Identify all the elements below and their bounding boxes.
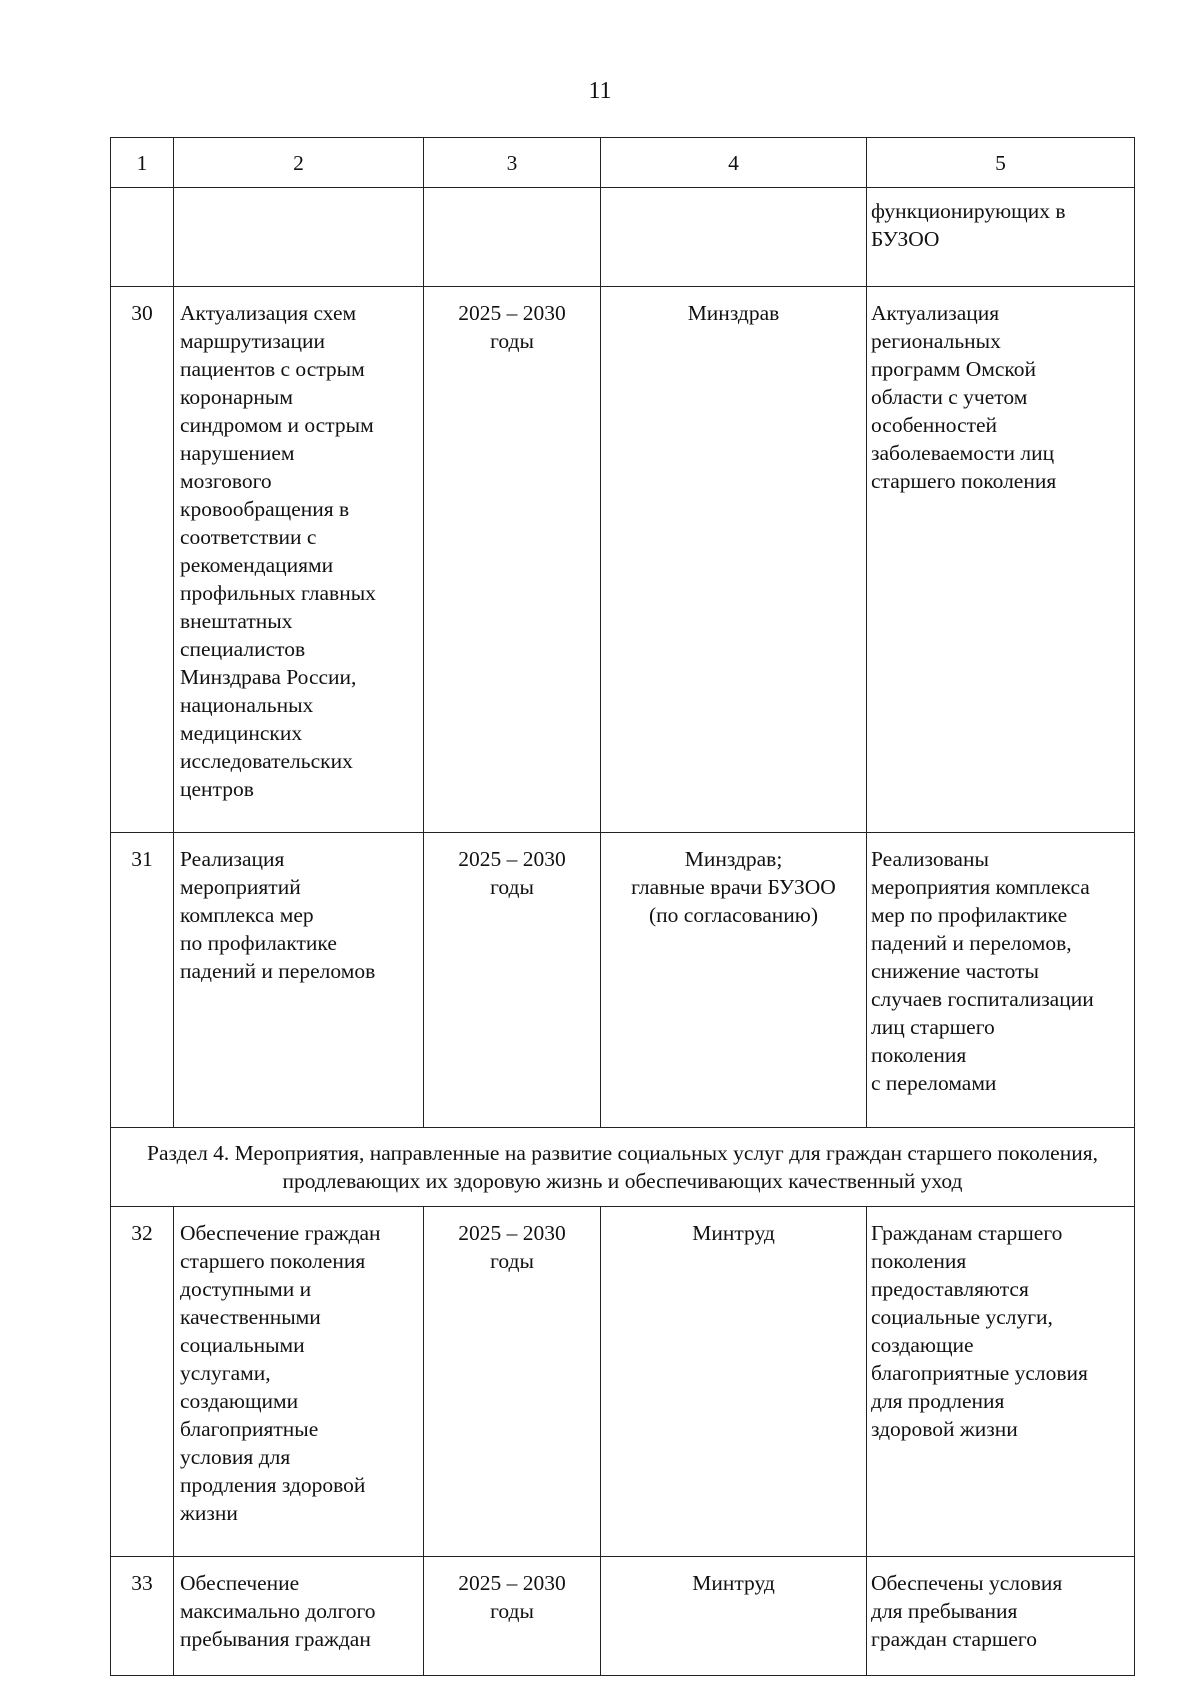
header-row <box>111 138 1135 188</box>
responsible-cell: Минтруд <box>601 1207 867 1557</box>
column-header: 1 <box>111 138 174 188</box>
section-heading: Раздел 4. Мероприятия, направленные на развитие социальных услуг для граждан старшего поколения, продлевающих их здоровую жизнь и обеспечивающих качественный уход <box>111 1128 1135 1207</box>
result-cell: функционирующих в БУЗОО <box>867 188 1135 287</box>
section-row <box>111 1128 1135 1207</box>
table-row <box>111 833 1135 1128</box>
activity-cell <box>174 188 424 287</box>
activity-cell: Актуализация схем маршрутизации пациентов с острым коронарным синдромом и острым нарушением мозгового кровообращения в соответствии с рекомендациями профильных главных внештатных специалистов Минздрава России, национальных медицинских исследовательских центров <box>174 287 424 833</box>
responsible-cell: Минздрав <box>601 287 867 833</box>
result-cell: Гражданам старшего поколения предоставляются социальные услуги, создающие благоприятные условия для продления здоровой жизни <box>867 1207 1135 1557</box>
column-header: 4 <box>601 138 867 188</box>
table-row <box>111 287 1135 833</box>
column-header: 3 <box>424 138 601 188</box>
result-cell: Актуализация региональных программ Омской области с учетом особенностей заболеваемости лиц старшего поколения <box>867 287 1135 833</box>
page-number: 11 <box>588 78 612 104</box>
result-cell: Обеспечены условия для пребывания граждан старшего <box>867 1557 1135 1676</box>
table-row-continuation <box>111 188 1135 287</box>
responsible-cell: Минтруд <box>601 1557 867 1676</box>
result-cell: Реализованы мероприятия комплекса мер по профилактике падений и переломов, снижение частоты случаев госпитализации лиц старшего поколения с переломами <box>867 833 1135 1128</box>
row-number: 30 <box>111 287 174 833</box>
period-cell: 2025 – 2030 годы <box>424 1557 601 1676</box>
column-header: 5 <box>867 138 1135 188</box>
table-row <box>111 1207 1135 1557</box>
table-row <box>111 1557 1135 1676</box>
period-cell <box>424 188 601 287</box>
row-number <box>111 188 174 287</box>
row-number: 31 <box>111 833 174 1128</box>
period-cell: 2025 – 2030 годы <box>424 287 601 833</box>
activity-cell: Обеспечение максимально долгого пребывания граждан <box>174 1557 424 1676</box>
responsible-cell <box>601 188 867 287</box>
responsible-cell: Минздрав; главные врачи БУЗОО (по согласованию) <box>601 833 867 1128</box>
activity-cell: Обеспечение граждан старшего поколения доступными и качественными социальными услугами, создающими благоприятные условия для продления здоровой жизни <box>174 1207 424 1557</box>
period-cell: 2025 – 2030 годы <box>424 833 601 1128</box>
column-header: 2 <box>174 138 424 188</box>
row-number: 33 <box>111 1557 174 1676</box>
row-number: 32 <box>111 1207 174 1557</box>
activities-table <box>110 137 1135 1676</box>
activity-cell: Реализация мероприятий комплекса мер по профилактике падений и переломов <box>174 833 424 1128</box>
period-cell: 2025 – 2030 годы <box>424 1207 601 1557</box>
